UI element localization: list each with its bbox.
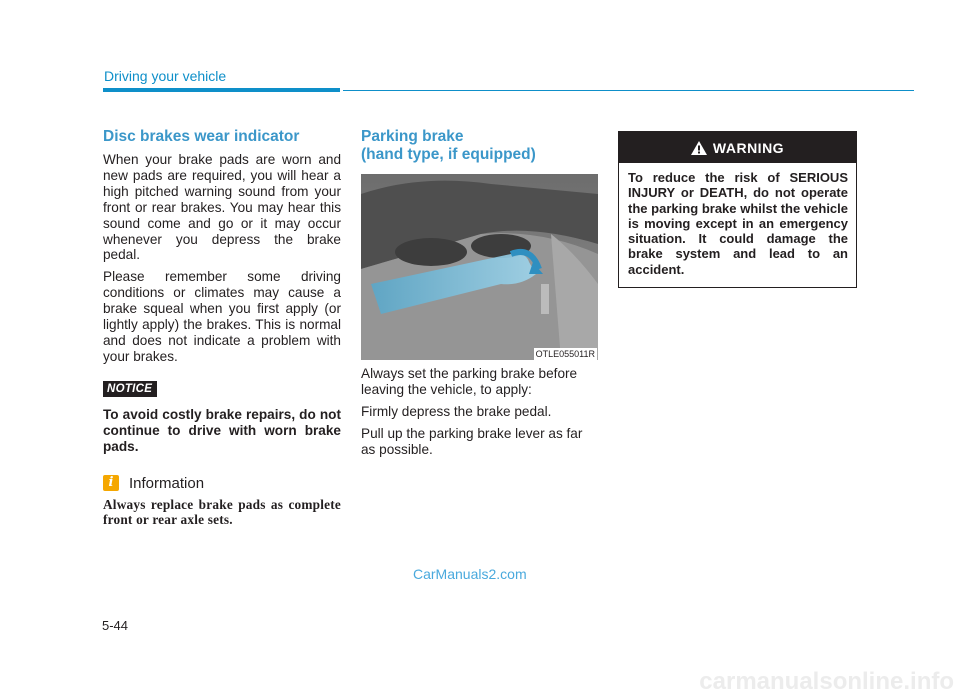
warning-box [618, 131, 857, 288]
paragraph: Always set the parking brake before leaving the vehicle, to apply: [361, 366, 578, 397]
watermark-text[interactable]: CarManuals2.com [413, 566, 527, 582]
information-header [103, 475, 341, 492]
header-rule-thin [343, 90, 914, 92]
disc-brakes-heading: Disc brakes wear indicator [103, 128, 300, 145]
information-text: Always replace brake pads as complete front or rear axle sets. [103, 496, 341, 527]
notice-badge: NOTICE [103, 381, 157, 397]
heading-line-2: (hand type, if equipped) [361, 146, 536, 163]
site-watermark: carmanualsonline.info [699, 668, 954, 695]
warning-header [619, 132, 856, 163]
section-title: Driving your vehicle [104, 68, 227, 84]
info-icon: i [103, 475, 119, 491]
page-number: 5-44 [102, 618, 129, 633]
header-rule-thick [103, 88, 340, 92]
image-code: OTLE055011R [535, 349, 595, 359]
information-title: Information [129, 474, 205, 492]
paragraph: When your brake pads are worn and new pads are required, you will hear a high pitched warning sound from your front or rear brakes. You may hear this sound come and go or it may occur whenever you depress the brake pedal. [103, 152, 341, 263]
parking-brake-photo [361, 174, 598, 360]
paragraph: Please remember some driving conditions or climates may cause a brake squeal when you first apply (or lightly apply) the brakes. This is normal and does not indicate a problem with your brakes. [103, 269, 341, 364]
paragraph: Firmly depress the brake pedal. [361, 403, 552, 419]
heading-line-1: Parking brake [361, 128, 464, 145]
warning-label: WARNING [712, 139, 785, 156]
warning-text: To reduce the risk of SERIOUS INJURY or DEATH, do not operate the parking brake whilst the vehicle is moving except in an emergency situation. It could damage the brake system and lead to an accident. [628, 170, 848, 277]
middle-column [361, 128, 599, 464]
left-column [103, 128, 341, 528]
paragraph: Pull up the parking brake lever as far as possible. [361, 425, 583, 457]
parking-brake-heading [361, 128, 599, 164]
right-column [618, 131, 857, 288]
notice-text: To avoid costly brake repairs, do not continue to drive with worn brake pads. [103, 406, 341, 454]
parking-brake-illustration [361, 174, 598, 360]
warning-triangle-icon [691, 141, 707, 155]
